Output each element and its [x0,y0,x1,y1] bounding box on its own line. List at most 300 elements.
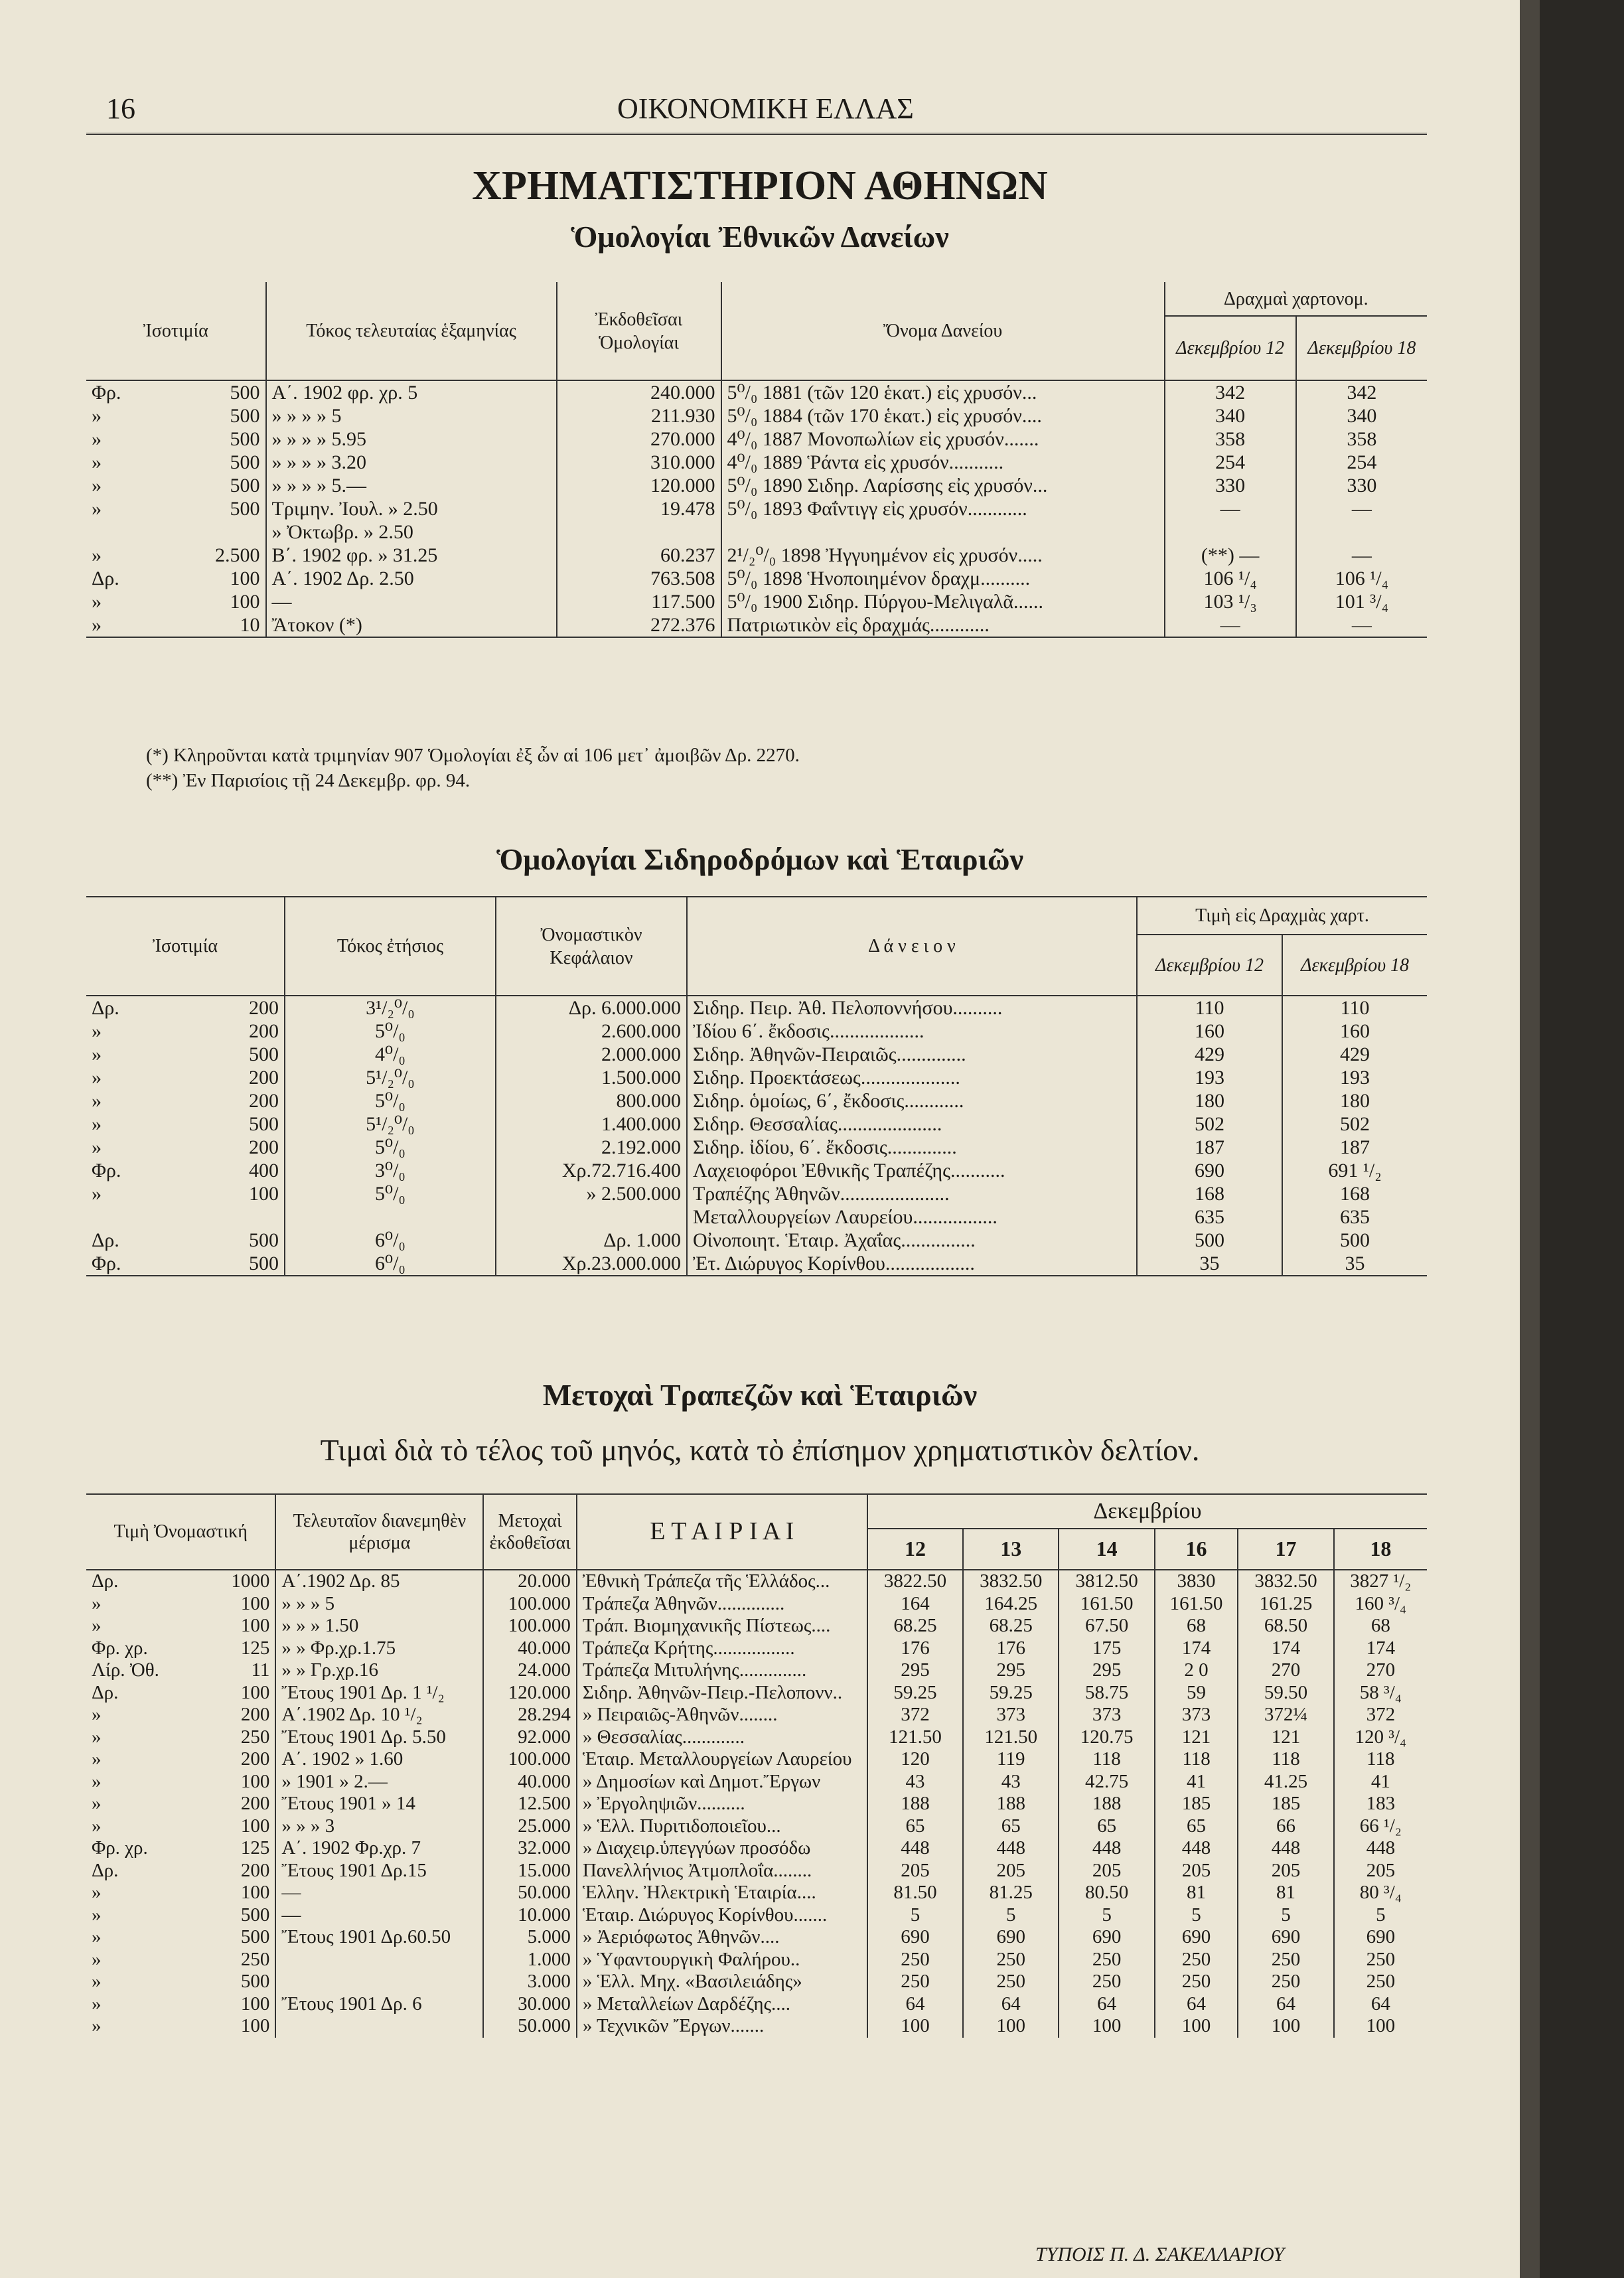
coupon-cell: » » » » 5 [266,404,557,427]
dividend-cell: » » Γρ.χρ.16 [275,1659,483,1682]
shares-cell: 100.000 [483,1593,576,1616]
price-day-14-cell: 65 [1059,1815,1154,1838]
price-day-13-cell: 64 [963,1993,1059,2016]
price-day-18-cell: 58 ³/₄ [1334,1682,1427,1705]
price-day-14-cell: 295 [1059,1659,1154,1682]
price-day-16-cell: 59 [1155,1682,1238,1705]
price-dec18-cell: 187 [1282,1136,1427,1159]
issued-cell: 763.508 [557,567,721,590]
price-dec18-cell: 168 [1282,1182,1427,1205]
price-dec12-cell: 103 ¹/₃ [1165,590,1296,613]
footnote-1: (*) Κληροῦνται κατὰ τριμηνίαν 907 Ὁμολογίαι ἐξ ὧν αἱ 106 μετ᾿ ἀμοιβῶν Δρ. 2270. [146,745,800,766]
price-day-16-cell: 250 [1155,1949,1238,1971]
table-row [86,1020,1427,1043]
par-cell: 500 [230,451,260,473]
shares-cell: 15.000 [483,1860,576,1882]
price-day-18-cell: 120 ³/₄ [1334,1726,1427,1749]
price-day-13-cell: 3832.50 [963,1570,1059,1593]
par-cell: 500 [248,1229,279,1251]
price-day-18-cell: 205 [1334,1860,1427,1882]
shares-cell: 40.000 [483,1771,576,1793]
currency-cell: » [92,1793,102,1814]
par-cell: 200 [248,1136,279,1158]
parity-cell [86,1205,185,1229]
price-dec12-cell: 690 [1137,1159,1282,1182]
price-dec18-cell: — [1296,544,1427,567]
col-day-18: 18 [1334,1529,1427,1570]
parity-cell: Φρ. [92,1253,121,1274]
rate-cell [285,1205,496,1229]
dividend-cell [275,1949,483,1971]
price-dec18-cell: 110 [1282,996,1427,1020]
price-day-18-cell: 174 [1334,1637,1427,1660]
price-day-17-cell: 81 [1238,1882,1333,1904]
journal-title: ΟΙΚΟΝΟΜΙΚΗ ΕΛΛΑΣ [617,92,914,125]
parity-cell: Φρ. [92,1160,121,1181]
parity-cell: » [92,428,102,450]
table-row [86,1882,1427,1904]
price-day-13-cell: 250 [963,1949,1059,1971]
capital-cell: 1.400.000 [496,1112,687,1136]
price-day-12-cell: 250 [867,1971,963,1993]
price-day-14-cell: 373 [1059,1704,1154,1726]
capital-cell: » 2.500.000 [496,1182,687,1205]
price-day-16-cell: 690 [1155,1926,1238,1949]
price-day-16-cell: 373 [1155,1704,1238,1726]
parity-cell: » [92,1067,102,1089]
capital-cell: 2.000.000 [496,1043,687,1066]
nominal-cell: 100 [240,2015,270,2036]
par-cell: 400 [248,1160,279,1181]
company-cell: » Ἀεριόφωτος Ἀθηνῶν.... [577,1926,867,1949]
par-cell: 200 [248,1020,279,1042]
section3-subtitle: Τιμαὶ διὰ τὸ τέλος τοῦ μηνός, κατὰ τὸ ἐπίσημον χρηματιστικὸν δελτίον. [320,1433,1200,1467]
par-cell: 500 [230,382,260,404]
price-day-18-cell: 80 ³/₄ [1334,1882,1427,1904]
issued-cell: 310.000 [557,451,721,474]
nominal-cell: 200 [240,1704,270,1725]
price-dec12-cell: 340 [1165,404,1296,427]
price-dec12-cell: 187 [1137,1136,1282,1159]
col-nominal: Τιμὴ Ὀνομαστική [86,1494,275,1570]
price-day-14-cell: 161.50 [1059,1593,1154,1616]
loan-cell: Μεταλλουργείων Λαυρείου................. [687,1205,1137,1229]
price-day-13-cell: 250 [963,1971,1059,1993]
section2-title: Ὁμολογίαι Σιδηροδρόμων καὶ Ἑταιριῶν [496,842,1024,876]
price-dec18-cell: 500 [1282,1229,1427,1252]
price-day-17-cell: 205 [1238,1860,1333,1882]
shares-cell: 50.000 [483,2015,576,2038]
price-day-12-cell: 250 [867,1949,963,1971]
price-day-16-cell: 205 [1155,1860,1238,1882]
col-group-december: Δεκεμβρίου [867,1494,1427,1529]
shares-cell: 25.000 [483,1815,576,1838]
table-row [86,1926,1427,1949]
loan-cell: Οἰνοποιητ. Ἑταιρ. Ἀχαΐας............... [687,1229,1137,1252]
dividend-cell: » » » 5 [275,1593,483,1616]
col-day-16: 16 [1155,1529,1238,1570]
table-row [86,544,1427,567]
company-cell: Τράπεζα Κρήτης................. [577,1637,867,1660]
parity-cell: » [92,1183,102,1205]
capital-cell: Δρ. 6.000.000 [496,996,687,1020]
price-day-16-cell: 448 [1155,1837,1238,1860]
table-row [86,1252,1427,1276]
table-row [86,1949,1427,1971]
table-row [86,613,1427,637]
price-day-18-cell: 270 [1334,1659,1427,1682]
nominal-cell: 250 [240,1726,270,1748]
loan-name-cell: 4⁰/₀ 1889 Ῥάντα εἰς χρυσόν........... [721,451,1165,474]
price-dec12-cell: 110 [1137,996,1282,1020]
par-cell: 100 [248,1183,279,1205]
price-day-13-cell: 121.50 [963,1726,1059,1749]
shares-cell: 3.000 [483,1971,576,1993]
company-cell: Ἐθνικὴ Τράπεζα τῆς Ἑλλάδος... [577,1570,867,1593]
table-row [86,1682,1427,1705]
issued-cell: 270.000 [557,427,721,451]
capital-cell: Χρ.23.000.000 [496,1252,687,1276]
col-day-12: 12 [867,1529,963,1570]
company-cell: Τράπεζα Ἀθηνῶν.............. [577,1593,867,1616]
col-dec18: Δεκεμβρίου 18 [1282,935,1427,996]
table-row [86,1748,1427,1771]
coupon-cell: Α΄. 1902 φρ. χρ. 5 [266,380,557,404]
table-row [86,1971,1427,1993]
par-cell: 500 [248,1043,279,1065]
loan-cell: Σιδηρ. Προεκτάσεως.................... [687,1066,1137,1089]
table-bottom-rule [86,637,1427,638]
coupon-cell: » » » » 3.20 [266,451,557,474]
price-day-17-cell: 250 [1238,1949,1333,1971]
price-day-18-cell: 690 [1334,1926,1427,1949]
company-cell: Ἑλλην. Ἠλεκτρικὴ Ἑταιρία.... [577,1882,867,1904]
rate-cell: 5⁰/₀ [285,1089,496,1112]
price-dec12-cell: 342 [1165,380,1296,404]
currency-cell: » [92,1882,102,1903]
nominal-cell: 200 [240,1748,270,1770]
shares-cell: 32.000 [483,1837,576,1860]
price-day-17-cell: 161.25 [1238,1593,1333,1616]
price-dec18-cell: 35 [1282,1252,1427,1276]
price-day-12-cell: 100 [867,2015,963,2038]
par-cell: 2.500 [215,544,260,566]
currency-cell: » [92,1971,102,1992]
price-day-12-cell: 448 [867,1837,963,1860]
price-dec12-cell: 35 [1137,1252,1282,1276]
price-day-14-cell: 100 [1059,2015,1154,2038]
currency-cell: Δρ. [92,1570,119,1592]
price-day-14-cell: 58.75 [1059,1682,1154,1705]
dividend-cell: Α΄. 1902 Φρ.χρ. 7 [275,1837,483,1860]
price-day-17-cell: 68.50 [1238,1615,1333,1637]
shares-cell: 28.294 [483,1704,576,1726]
price-day-18-cell: 250 [1334,1971,1427,1993]
price-day-14-cell: 118 [1059,1748,1154,1771]
table-row [86,1726,1427,1749]
currency-cell: Φρ. χρ. [92,1837,148,1859]
price-day-16-cell: 68 [1155,1615,1238,1637]
nominal-cell: 200 [240,1793,270,1814]
footnote-2: (**) Ἐν Παρισίοις τῇ 24 Δεκεμβρ. φρ. 94. [146,770,471,791]
shares-cell: 1.000 [483,1949,576,1971]
par-cell: 500 [230,475,260,496]
price-day-17-cell: 690 [1238,1926,1333,1949]
currency-cell: Δρ. [92,1681,119,1703]
currency-cell: » [92,1926,102,1947]
col-loan: Δ ά ν ε ι ο ν [687,897,1137,996]
price-day-16-cell: 3830 [1155,1570,1238,1593]
loan-cell: Σιδηρ. Πειρ. Ἀθ. Πελοποννήσου.......... [687,996,1137,1020]
price-day-13-cell: 5 [963,1904,1059,1927]
dividend-cell: » » Φρ.χρ.1.75 [275,1637,483,1660]
rate-cell: 5⁰/₀ [285,1020,496,1043]
currency-cell: » [92,2015,102,2036]
price-dec12-cell: — [1165,497,1296,520]
currency-cell: » [92,1615,102,1636]
parity-cell [86,520,161,544]
rate-cell: 5⁰/₀ [285,1136,496,1159]
par-cell: 500 [230,428,260,450]
table-row [86,451,1427,474]
company-cell: Τράπεζα Μιτυλήνης.............. [577,1659,867,1682]
shares-cell: 100.000 [483,1748,576,1771]
par-cell: 100 [230,568,260,589]
table-row [86,1593,1427,1616]
issued-cell: 60.237 [557,544,721,567]
parity-cell: » [92,1136,102,1158]
currency-cell: » [92,1704,102,1725]
col-shares: Μετοχαὶ ἐκδοθεῖσαι [483,1494,576,1570]
company-cell: Ἑταιρ. Διώρυγος Κορίνθου....... [577,1904,867,1927]
price-day-14-cell: 120.75 [1059,1726,1154,1749]
dividend-cell: Ἔτους 1901 Δρ. 6 [275,1993,483,2016]
col-issued: Ἐκδοθεῖσαι Ὁμολογίαι [557,282,721,380]
price-day-12-cell: 5 [867,1904,963,1927]
loan-name-cell: 5⁰/₀ 1898 Ἡνοποιημένον δραχμ.......... [721,567,1165,590]
price-day-17-cell: 118 [1238,1748,1333,1771]
dividend-cell: » 1901 » 2.— [275,1771,483,1793]
currency-cell: » [92,1770,102,1792]
table-row [86,1637,1427,1660]
company-cell: » Ὑφαντουργικὴ Φαλήρου.. [577,1949,867,1971]
price-day-16-cell: 64 [1155,1993,1238,2016]
coupon-cell: Α΄. 1902 Δρ. 2.50 [266,567,557,590]
main-title: ΧΡΗΜΑΤΙΣΤΗΡΙΟΝ ΑΘΗΝΩΝ [472,163,1048,208]
dividend-cell: Ἔτους 1901 Δρ.60.50 [275,1926,483,1949]
currency-cell: » [92,1726,102,1748]
shares-cell: 30.000 [483,1993,576,2016]
dividend-cell: » » » 3 [275,1815,483,1838]
price-dec12-cell: 429 [1137,1043,1282,1066]
shares-cell: 120.000 [483,1682,576,1705]
price-dec18-cell: 342 [1296,380,1427,404]
price-day-13-cell: 373 [963,1704,1059,1726]
price-day-18-cell: 3827 ¹/₂ [1334,1570,1427,1593]
company-cell: » Ἑλλ. Πυριτιδοποιεῖου... [577,1815,867,1838]
price-day-14-cell: 64 [1059,1993,1154,2016]
price-day-12-cell: 68.25 [867,1615,963,1637]
table-row [86,1043,1427,1066]
price-day-17-cell: 270 [1238,1659,1333,1682]
price-day-12-cell: 65 [867,1815,963,1838]
coupon-cell: Ἄτοκον (*) [266,613,557,637]
coupon-cell: — [266,590,557,613]
price-day-12-cell: 120 [867,1748,963,1771]
rate-cell: 3⁰/₀ [285,1159,496,1182]
loan-name-cell: Πατριωτικὸν εἰς δραχμάς............ [721,613,1165,637]
col-group-price: Τιμὴ εἰς Δραχμὰς χαρτ. [1137,897,1427,935]
price-day-12-cell: 3822.50 [867,1570,963,1593]
rate-cell: 3¹/₂⁰/₀ [285,996,496,1020]
price-dec18-cell: 193 [1282,1066,1427,1089]
price-day-18-cell: 5 [1334,1904,1427,1927]
nominal-cell: 100 [240,1770,270,1792]
par-cell: 500 [248,1253,279,1274]
capital-cell [496,1205,687,1229]
table-row [86,427,1427,451]
price-day-18-cell: 183 [1334,1793,1427,1815]
price-day-13-cell: 59.25 [963,1682,1059,1705]
price-day-14-cell: 205 [1059,1860,1154,1882]
loan-cell: Σιδηρ. ἰδίου, 6΄. ἔκδοσις.............. [687,1136,1137,1159]
col-loan-name: Ὄνομα Δανείου [721,282,1165,380]
parity-cell: » [92,1020,102,1042]
table-row [86,1136,1427,1159]
price-day-18-cell: 372 [1334,1704,1427,1726]
parity-cell: Δρ. [92,997,119,1019]
price-day-17-cell: 66 [1238,1815,1333,1838]
section3-title: Μετοχαὶ Τραπεζῶν καὶ Ἑταιριῶν [542,1378,978,1412]
shares-cell: 24.000 [483,1659,576,1682]
price-dec18-cell: 160 [1282,1020,1427,1043]
price-dec18-cell: 358 [1296,427,1427,451]
price-dec18-cell: 429 [1282,1043,1427,1066]
loan-name-cell: 2¹/₂⁰/₀ 1898 Ἠγγυημένον εἰς χρυσόν..... [721,544,1165,567]
price-day-18-cell: 118 [1334,1748,1427,1771]
col-day-17: 17 [1238,1529,1333,1570]
price-dec12-cell: 180 [1137,1089,1282,1112]
nominal-cell: 1000 [231,1570,270,1592]
capital-cell: 800.000 [496,1089,687,1112]
table-row [86,1704,1427,1726]
issued-cell: 211.930 [557,404,721,427]
price-dec18-cell: — [1296,497,1427,520]
shares-cell: 40.000 [483,1637,576,1660]
col-group-drachmas: Δραχμαὶ χαρτονομ. [1165,282,1427,316]
col-dec18: Δεκεμβρίου 18 [1296,316,1427,380]
price-day-16-cell: 185 [1155,1793,1238,1815]
price-day-13-cell: 188 [963,1793,1059,1815]
currency-cell: » [92,1815,102,1837]
nominal-cell: 100 [240,1592,270,1614]
price-day-13-cell: 690 [963,1926,1059,1949]
par-cell: 500 [230,498,260,520]
price-day-14-cell: 5 [1059,1904,1154,1927]
rate-cell: 6⁰/₀ [285,1229,496,1252]
price-dec18-cell: 180 [1282,1089,1427,1112]
dividend-cell: Α΄.1902 Δρ. 85 [275,1570,483,1593]
price-day-13-cell: 176 [963,1637,1059,1660]
price-day-17-cell: 174 [1238,1637,1333,1660]
price-dec12-cell: 193 [1137,1066,1282,1089]
shares-cell: 5.000 [483,1926,576,1949]
loan-name-cell: 5⁰/₀ 1900 Σιδηρ. Πύργου-Μελιγαλᾶ...... [721,590,1165,613]
currency-cell: » [92,1748,102,1770]
price-day-17-cell: 64 [1238,1993,1333,2016]
section1-title: Ὁμολογίαι Ἐθνικῶν Δανείων [571,220,949,254]
table-row [86,1182,1427,1205]
coupon-cell: » Ὀκτωβρ. » 2.50 [266,520,557,544]
price-day-16-cell: 5 [1155,1904,1238,1927]
loan-cell: Σιδηρ. Θεσσαλίας..................... [687,1112,1137,1136]
price-day-13-cell: 81.25 [963,1882,1059,1904]
par-cell: 500 [230,405,260,427]
nominal-cell: 500 [240,1904,270,1926]
table-row [86,1229,1427,1252]
table-row [86,497,1427,520]
issued-cell: 120.000 [557,474,721,497]
table-row [86,1615,1427,1637]
price-dec12-cell: 106 ¹/₄ [1165,567,1296,590]
table-row [86,1837,1427,1860]
capital-cell: Δρ. 1.000 [496,1229,687,1252]
company-cell: » Ἐργοληψιῶν.......... [577,1793,867,1815]
loan-name-cell [721,520,1165,544]
coupon-cell: » » » » 5.95 [266,427,557,451]
parity-cell: » [92,405,102,427]
price-day-16-cell: 174 [1155,1637,1238,1660]
company-cell: » Διαχειρ.ὑπεγγύων προσόδω [577,1837,867,1860]
price-day-12-cell: 205 [867,1860,963,1882]
price-day-13-cell: 68.25 [963,1615,1059,1637]
loan-cell: Ἰδίου 6΄. ἔκδοσις................... [687,1020,1137,1043]
price-dec18-cell: 340 [1296,404,1427,427]
price-day-18-cell: 68 [1334,1615,1427,1637]
nominal-cell: 125 [240,1837,270,1859]
price-dec12-cell: 330 [1165,474,1296,497]
table-row [86,1205,1427,1229]
nominal-cell: 11 [251,1659,270,1681]
capital-cell: Χρ.72.716.400 [496,1159,687,1182]
price-day-18-cell: 41 [1334,1771,1427,1793]
issued-cell: 240.000 [557,380,721,404]
coupon-cell: Τριμην. Ἰουλ. » 2.50 [266,497,557,520]
dividend-cell: — [275,1904,483,1927]
par-cell: 10 [240,614,260,636]
coupon-cell: » » » » 5.— [266,474,557,497]
price-day-16-cell: 81 [1155,1882,1238,1904]
nominal-cell: 200 [240,1859,270,1881]
company-cell: » Τεχνικῶν Ἔργων....... [577,2015,867,2038]
price-day-12-cell: 372 [867,1704,963,1726]
company-cell: Πανελλήνιος Ἀτμοπλοΐα........ [577,1860,867,1882]
parity-cell: » [92,451,102,473]
company-cell: » Πειραιῶς-Ἀθηνῶν........ [577,1704,867,1726]
railway-bonds-table [86,896,1427,1276]
loan-cell: Σιδηρ. Ἀθηνῶν-Πειραιῶς.............. [687,1043,1137,1066]
price-day-18-cell: 160 ³/₄ [1334,1593,1427,1616]
price-day-12-cell: 176 [867,1637,963,1660]
capital-cell: 2.192.000 [496,1136,687,1159]
currency-cell: Φρ. χρ. [92,1637,148,1659]
price-day-13-cell: 119 [963,1748,1059,1771]
price-day-17-cell: 59.50 [1238,1682,1333,1705]
price-day-13-cell: 164.25 [963,1593,1059,1616]
shares-cell: 50.000 [483,1882,576,1904]
price-day-16-cell: 2 0 [1155,1659,1238,1682]
par-cell: 200 [248,1067,279,1089]
